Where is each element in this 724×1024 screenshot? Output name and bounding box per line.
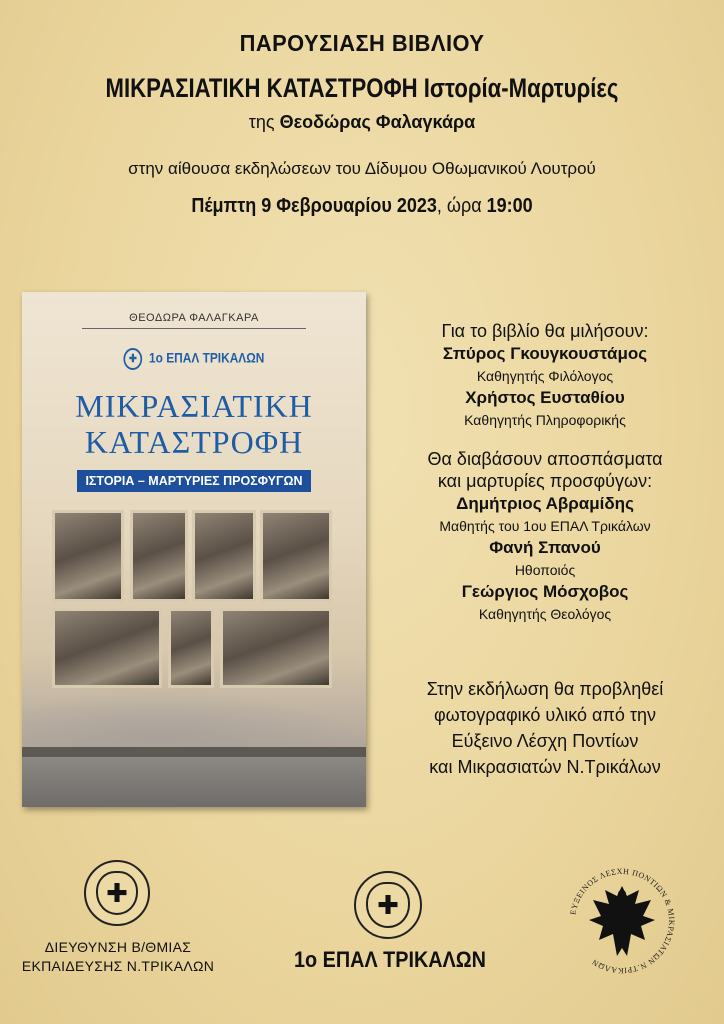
- cover-school-label: 1ο ΕΠΑΛ ΤΡΙΚΑΛΩΝ: [149, 349, 265, 366]
- exhibit-line: φωτογραφικό υλικό από την: [433, 705, 657, 725]
- cover-divider: [82, 328, 306, 329]
- cover-photo: [130, 510, 188, 602]
- greek-emblem-icon: ✚: [354, 871, 422, 939]
- school-seal-icon: [124, 348, 143, 370]
- event-type: ΠΑΡΟΥΣΙΑΣΗ ΒΙΒΛΙΟΥ: [239, 30, 485, 56]
- directorate-line: ΔΙΕΥΘΥΝΣΗ Β/ΘΜΙΑΣ: [44, 939, 192, 955]
- cover-photo: [192, 510, 256, 602]
- date-time: [36, 195, 688, 218]
- cover-sea: [22, 757, 366, 807]
- reader-role: Ηθοποιός: [514, 562, 576, 578]
- cover-author: ΘΕΟΔΩΡΑ ΦΑΛΑΓΚΑΡΑ: [129, 312, 259, 324]
- cover-title-line2: ΚΑΤΑΣΤΡΟΦΗ: [84, 424, 304, 460]
- reader-role: Καθηγητής Θεολόγος: [478, 606, 612, 622]
- exhibit-line: και Μικρασιατών Ν.Τρικάλων: [429, 757, 661, 777]
- directorate-label: [18, 938, 218, 976]
- directorate-line: ΕΚΠΑΙΔΕΥΣΗΣ Ν.ΤΡΙΚΑΛΩΝ: [21, 958, 215, 974]
- book-title: ΜΙΚΡΑΣΙΑΤΙΚΗ ΚΑΤΑΣΤΡΟΦΗ Ιστορία-Μαρτυρίες: [105, 73, 619, 103]
- cover-photo: [52, 608, 162, 688]
- event-header: [0, 30, 724, 218]
- cover-school: [48, 348, 340, 370]
- cover-photo: [220, 608, 332, 688]
- exhibit-line: Στην εκδήλωση θα προβληθεί: [426, 679, 664, 699]
- by-prefix: της: [248, 112, 275, 132]
- club-seal-eagle-icon: [565, 864, 679, 978]
- venue: στην αίθουσα εκδηλώσεων του Δίδυμου Οθωμανικού Λουτρού: [128, 159, 596, 178]
- reader-name: Δημήτριος Αβραμίδης: [456, 494, 634, 513]
- reader-role: Μαθητής του 1ου ΕΠΑΛ Τρικάλων: [439, 518, 651, 534]
- author-line: [0, 112, 724, 133]
- reader-name: Γεώργιος Μόσχοβος: [461, 582, 629, 601]
- speakers-intro: Για το βιβλίο θα μιλήσουν:: [441, 321, 649, 341]
- speaker-role: Καθηγητής Πληροφορικής: [464, 412, 626, 428]
- program: [378, 320, 712, 624]
- cover-shoreline: [22, 747, 366, 757]
- cover-photo: [168, 608, 214, 688]
- event-time: 19:00: [486, 195, 533, 217]
- time-prefix: , ώρα: [436, 195, 482, 217]
- book-cover: [22, 292, 366, 807]
- speaker-role: Καθηγητής Φιλόλογος: [476, 368, 614, 384]
- reader-name: Φανή Σπανού: [489, 538, 601, 557]
- speaker-name: Σπύρος Γκουγκουστάμος: [442, 344, 648, 363]
- greek-emblem-icon: ✚: [84, 860, 150, 926]
- event-date: Πέμπτη 9 Φεβρουαρίου 2023: [191, 195, 437, 217]
- school-label: 1ο ΕΠΑΛ ΤΡΙΚΑΛΩΝ: [294, 947, 486, 972]
- cover-title-line1: ΜΙΚΡΑΣΙΑΤΙΚΗ: [75, 388, 313, 424]
- cover-title: [22, 388, 366, 460]
- readers-intro: Θα διαβάσουν αποσπάσματα: [427, 449, 663, 469]
- author-name: Θεοδώρας Φαλαγκάρα: [279, 112, 476, 132]
- svg-text:ΕΥΞΕΙΝΟΣ ΛΕΣΧΗ ΠΟΝΤΙΩΝ & ΜΙΚΡΑ: ΕΥΞΕΙΝΟΣ ΛΕΣΧΗ ΠΟΝΤΙΩΝ & ΜΙΚΡΑΣΙΑΤΩΝ Ν.ΤΡΙΚΑΛΩΝ: [568, 866, 677, 976]
- exhibit-note: [378, 676, 712, 780]
- speaker-name: Χρήστος Ευσταθίου: [465, 388, 625, 407]
- exhibit-line: Εύξεινο Λέσχη Ποντίων: [451, 731, 639, 751]
- cover-photo: [52, 510, 124, 602]
- cover-subtitle: ΙΣΤΟΡΙΑ – ΜΑΡΤΥΡΙΕΣ ΠΡΟΣΦΥΓΩΝ: [77, 470, 311, 492]
- readers-intro: και μαρτυρίες προσφύγων:: [437, 471, 653, 491]
- cover-smoke: [22, 692, 366, 752]
- cover-photo: [260, 510, 332, 602]
